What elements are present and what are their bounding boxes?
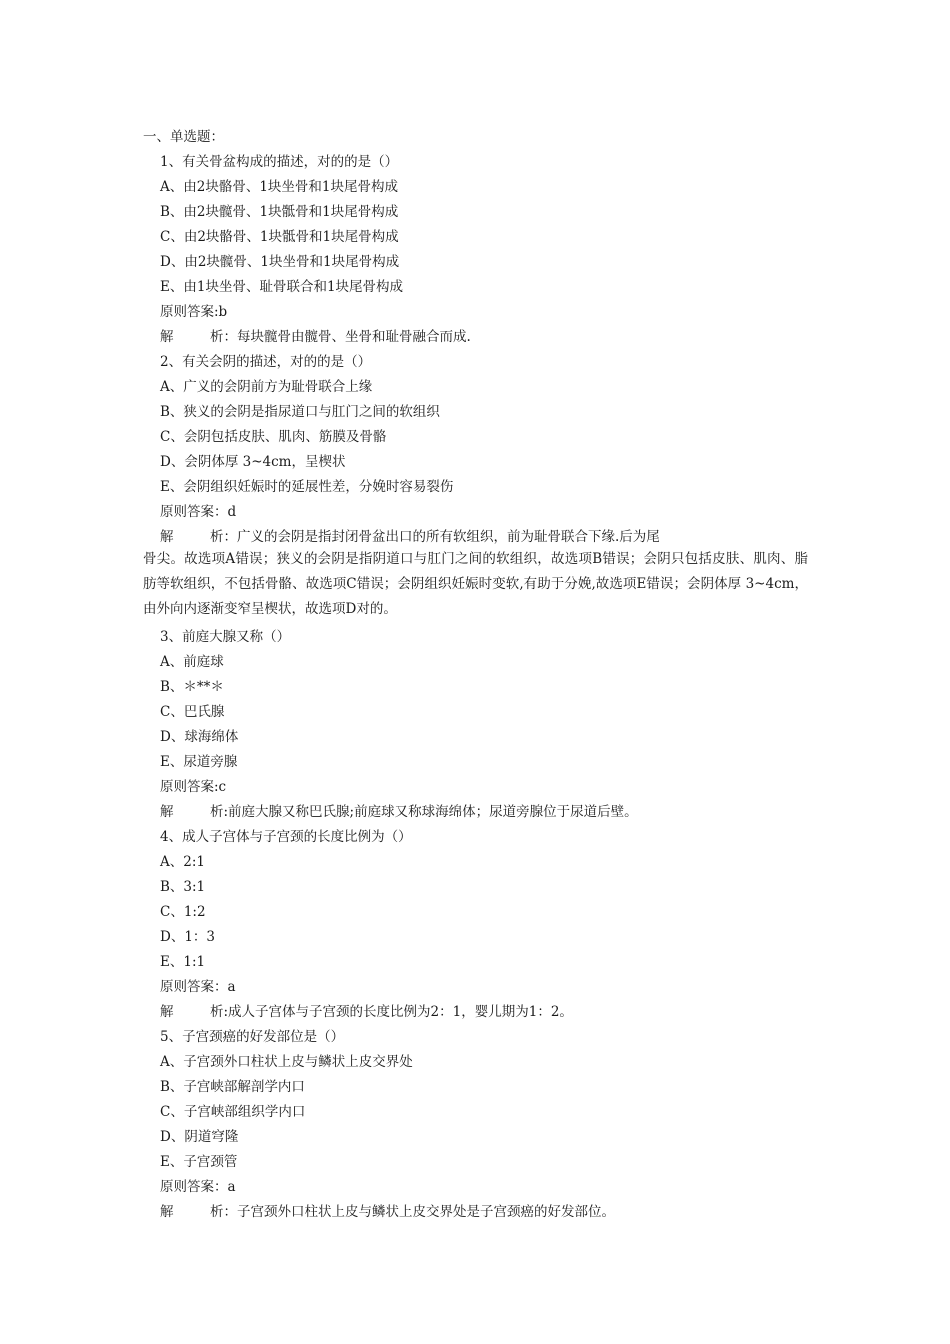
explanation xyxy=(143,327,808,352)
explanation-text: 析:成人子宫体与子宫颈的长度比例为2：1，婴儿期为1：2。 xyxy=(210,1004,573,1020)
option-b: B、由2块髋骨、1块骶骨和1块尾骨构成 xyxy=(160,204,399,220)
explanation-label: 解 xyxy=(160,529,174,545)
answer: 原则答案:c xyxy=(160,779,227,795)
option-a: A、广义的会阴前方为耻骨联合上缘 xyxy=(160,379,373,395)
question-block xyxy=(143,1027,808,1227)
explanation-continued: 骨尖。故选项A错误；狭义的会阴是指阴道口与肛门之间的软组织，故选项B错误；会阴只包括皮肤、肌肉、脂肪等软组织，不包括骨骼、故选项C错误；会阴组织妊娠时变软,有助于分娩,故选项E错误；会阴体厚 3~4cm，由外向内逐渐变窄呈楔状，故选项D对的。 xyxy=(143,551,808,617)
option-d: D、阴道穹隆 xyxy=(160,1129,239,1145)
explanation-label: 解 xyxy=(160,804,174,820)
question-stem: 3、前庭大腺又称（） xyxy=(160,629,291,645)
option-d: D、会阴体厚 3~4cm，呈楔状 xyxy=(160,454,346,470)
explanation-text: 析：子宫颈外口柱状上皮与鳞状上皮交界处是子宫颈癌的好发部位。 xyxy=(210,1204,615,1220)
question-block xyxy=(143,627,808,827)
explanation-label: 解 xyxy=(160,1004,174,1020)
option-e: E、1:1 xyxy=(160,954,206,970)
question-block xyxy=(143,152,808,352)
option-a: A、2:1 xyxy=(160,854,205,870)
question-stem: 4、成人子宫体与子宫颈的长度比例为（） xyxy=(160,829,412,845)
option-b: B、3:1 xyxy=(160,879,206,895)
question-stem: 2、有关会阴的描述，对的的是（） xyxy=(160,354,372,370)
option-b: B、子宫峡部解剖学内口 xyxy=(160,1079,305,1095)
explanation-text: 析:前庭大腺又称巴氏腺;前庭球又称球海绵体；尿道旁腺位于尿道后壁。 xyxy=(210,804,638,820)
option-c: C、由2块骼骨、1块骶骨和1块尾骨构成 xyxy=(160,229,399,245)
option-c: C、巴氏腺 xyxy=(160,704,225,720)
answer: 原则答案：a xyxy=(160,979,236,995)
section-title: 一、单选题： xyxy=(143,129,224,145)
explanation xyxy=(143,802,808,827)
option-e: E、子宫颈管 xyxy=(160,1154,238,1170)
option-e: E、由1块坐骨、耻骨联合和1块尾骨构成 xyxy=(160,279,404,295)
explanation-text: 析：每块髋骨由髋骨、坐骨和耻骨融合而成. xyxy=(210,329,471,345)
answer: 原则答案：a xyxy=(160,1179,236,1195)
option-b: B、狭义的会阴是指尿道口与肛门之间的软组织 xyxy=(160,404,440,420)
question-stem: 5、子宫颈癌的好发部位是（） xyxy=(160,1029,345,1045)
explanation-text: 析：广义的会阴是指封闭骨盆出口的所有软组织，前为耻骨联合下缘.后为尾 xyxy=(210,529,660,545)
question-list xyxy=(143,152,808,1227)
explanation xyxy=(143,1202,808,1227)
option-c: C、会阴包括皮肤、肌肉、筋膜及骨骼 xyxy=(160,429,387,445)
answer: 原则答案:b xyxy=(160,304,228,320)
explanation-label: 解 xyxy=(160,329,174,345)
question-block xyxy=(143,352,808,622)
question-stem: 1、有关骨盆构成的描述，对的的是（） xyxy=(160,154,399,170)
option-a: A、由2块骼骨、1块坐骨和1块尾骨构成 xyxy=(160,179,399,195)
question-block xyxy=(143,827,808,1027)
option-a: A、前庭球 xyxy=(160,654,224,670)
explanation xyxy=(143,1002,808,1027)
option-d: D、1：3 xyxy=(160,929,216,945)
option-c: C、子宫峡部组织学内口 xyxy=(160,1104,306,1120)
option-d: D、由2块髋骨、1块坐骨和1块尾骨构成 xyxy=(160,254,400,270)
answer: 原则答案：d xyxy=(160,504,237,520)
option-d: D、球海绵体 xyxy=(160,729,239,745)
option-e: E、尿道旁腺 xyxy=(160,754,238,770)
option-b: B、＊**＊ xyxy=(160,679,224,695)
option-c: C、1:2 xyxy=(160,904,206,920)
option-e: E、会阴组织妊娠时的延展性差，分娩时容易裂伤 xyxy=(160,479,454,495)
explanation-label: 解 xyxy=(160,1204,174,1220)
option-a: A、子宫颈外口柱状上皮与鳞状上皮交界处 xyxy=(160,1054,413,1070)
